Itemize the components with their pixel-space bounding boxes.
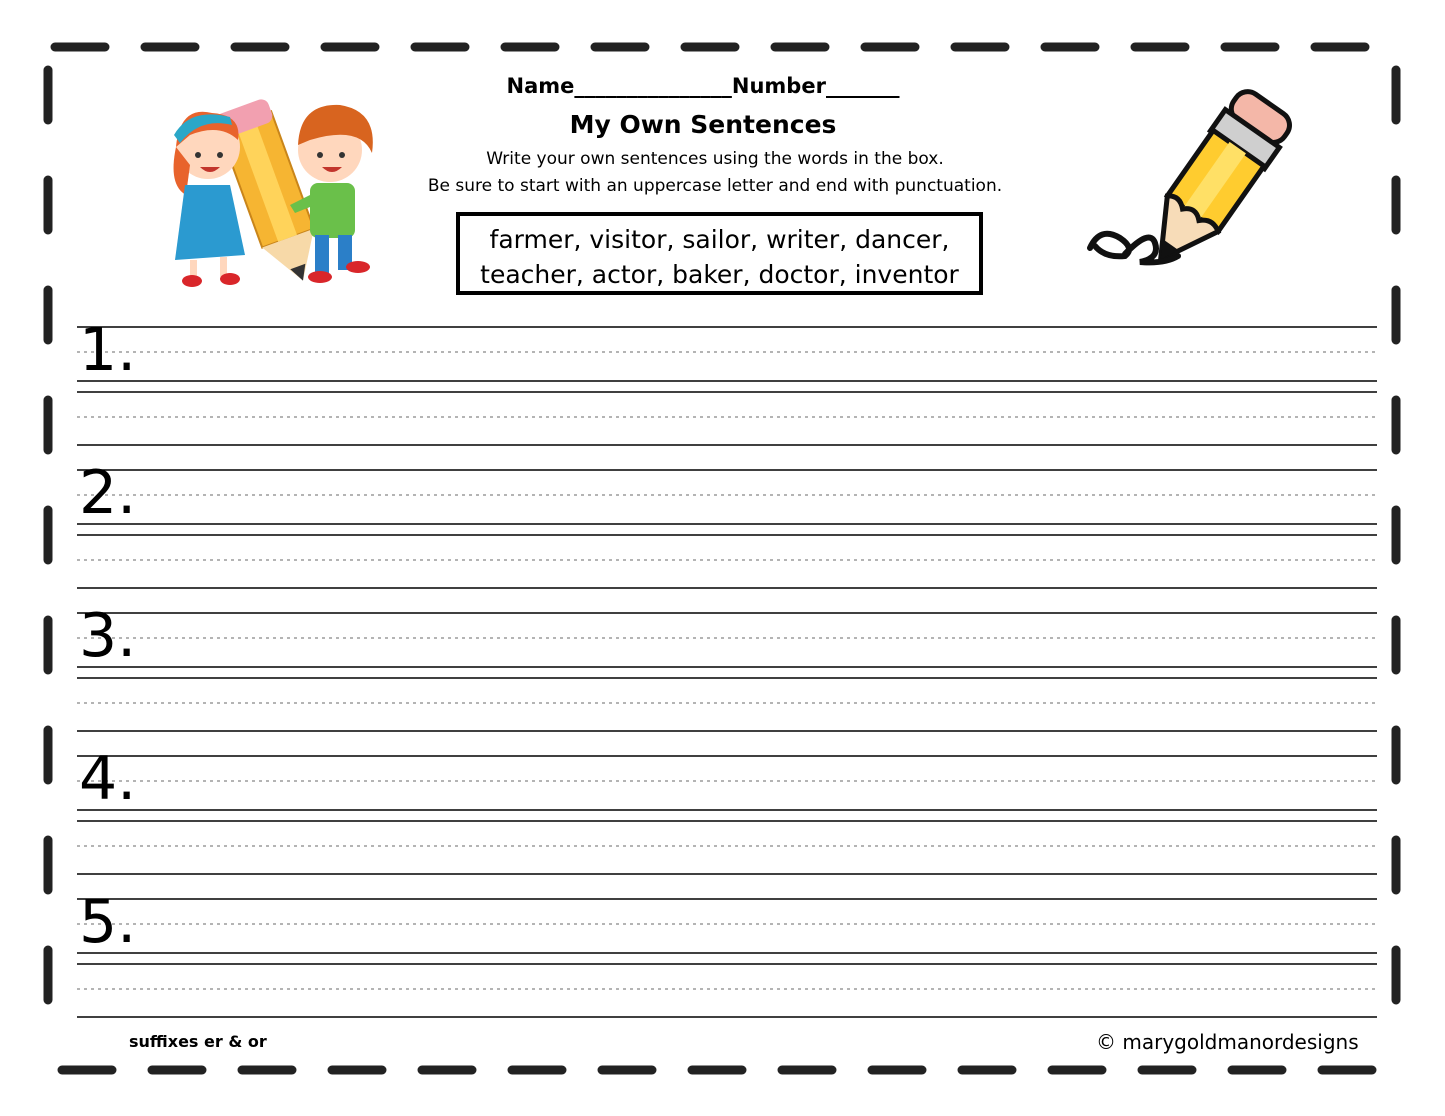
pencil-illustration [1080, 78, 1310, 278]
word-bank-box [456, 212, 983, 295]
instruction-line-2: Be sure to start with an uppercase letter and end with punctuation. [427, 176, 1003, 196]
writing-line-set[interactable] [77, 744, 1377, 875]
line-number: 2. [79, 458, 137, 528]
children-with-pencil-illustration [150, 95, 400, 295]
handwriting-lines [77, 755, 1377, 875]
instruction-line-1: Write your own sentences using the words in the box. [486, 149, 944, 169]
handwriting-lines [77, 326, 1377, 446]
word-bank-line-2: teacher, actor, baker, doctor, inventor [480, 260, 959, 289]
handwriting-lines [77, 469, 1377, 589]
line-number: 3. [79, 601, 137, 671]
line-number: 4. [79, 744, 137, 814]
writing-line-set[interactable] [77, 458, 1377, 589]
writing-line-set[interactable] [77, 315, 1377, 446]
writing-line-set[interactable] [77, 601, 1377, 732]
line-number: 5. [79, 887, 137, 957]
footer-copyright: © marygoldmanordesigns [1096, 1030, 1359, 1054]
handwriting-lines [77, 612, 1377, 732]
footer-topic: suffixes er & or [129, 1032, 267, 1051]
writing-line-set[interactable] [77, 887, 1377, 1018]
handwriting-lines [77, 898, 1377, 1018]
word-bank-line-1: farmer, visitor, sailor, writer, dancer, [489, 225, 950, 254]
line-number: 1. [79, 315, 137, 385]
page-title: My Own Sentences [569, 110, 837, 139]
name-number-line: Name_______________Number_______ [506, 74, 900, 98]
